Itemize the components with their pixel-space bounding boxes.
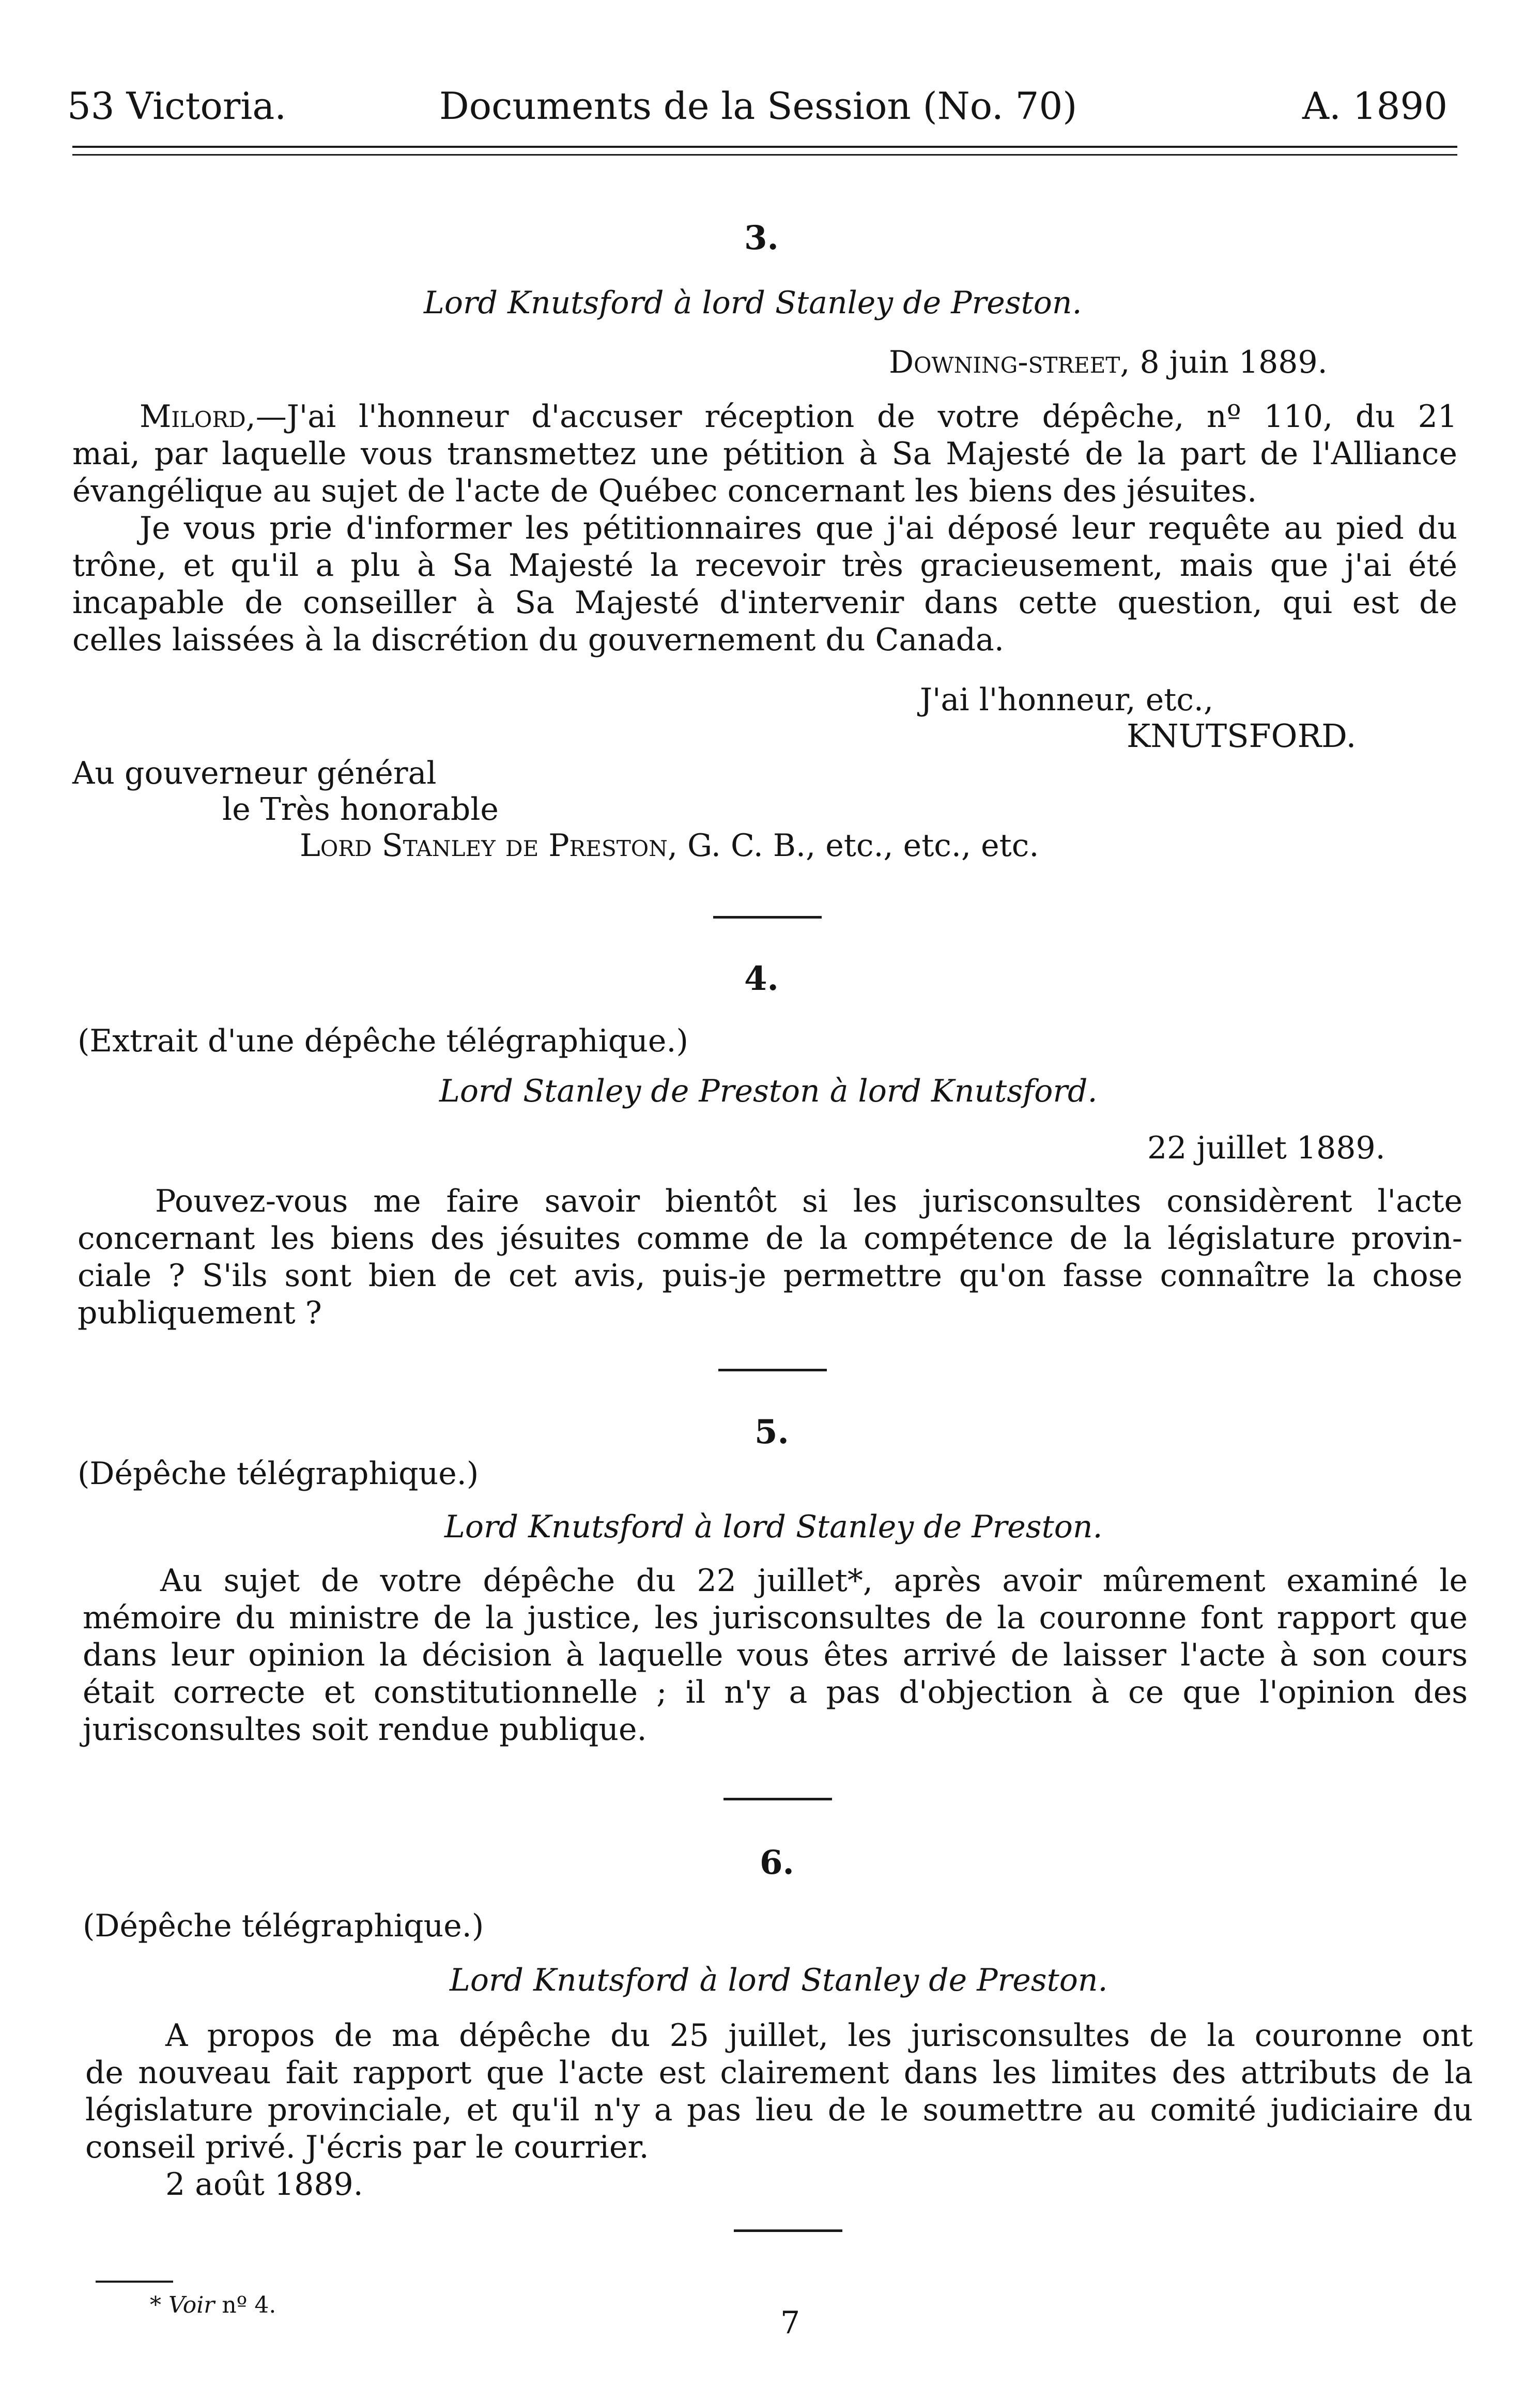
section-5-para-line5: jurisconsultes soit rendue publique. bbox=[83, 1711, 647, 1748]
section-4-date: 22 juillet 1889. bbox=[1147, 1130, 1385, 1166]
closing: J'ai l'honneur, etc., bbox=[920, 682, 1214, 718]
section-5-title: Lord Knutsford à lord Stanley de Preston. bbox=[444, 1509, 1103, 1545]
address-line-1: Au gouverneur général bbox=[72, 755, 437, 791]
address-line-2: le Très honorable bbox=[222, 791, 499, 828]
separator-rule bbox=[734, 2229, 842, 2232]
section-3-dateline bbox=[889, 344, 1328, 381]
addressee-name: Lord Stanley de Preston bbox=[300, 828, 668, 864]
section-number-6: 6. bbox=[760, 1843, 794, 1882]
section-3-para1-line3: évangélique au sujet de l'acte de Québec concernant les biens des jésuites. bbox=[72, 473, 1257, 509]
header-rule-top bbox=[72, 146, 1457, 148]
section-4-para-line4: publiquement ? bbox=[78, 1295, 322, 1331]
section-number-4: 4. bbox=[744, 959, 779, 998]
section-6-para-line2: de nouveau fait rapport que l'acte est clairement dans les limites des attributs de la bbox=[85, 2055, 1473, 2091]
running-head-center: Documents de la Session (No. 70) bbox=[439, 84, 1077, 128]
separator-rule bbox=[723, 1798, 832, 1800]
running-head-left: 53 Victoria. bbox=[67, 84, 287, 128]
section-6-para-line4: conseil privé. J'écris par le courrier. bbox=[85, 2129, 649, 2165]
section-6-para-line3: législature provinciale, et qu'il n'y a pas lieu de le soumettre au comité judiciaire du bbox=[85, 2092, 1473, 2128]
section-4-para-line1: Pouvez-vous me faire savoir bientôt si les jurisconsultes considèrent l'acte bbox=[155, 1183, 1462, 1219]
section-number-3: 3. bbox=[744, 219, 779, 257]
section-5-note: (Dépêche télégraphique.) bbox=[78, 1456, 479, 1492]
footnote-rule bbox=[96, 2281, 173, 2283]
footnote bbox=[150, 2291, 276, 2320]
address-line-3 bbox=[300, 827, 1039, 864]
section-6-note: (Dépêche télégraphique.) bbox=[83, 1908, 484, 1944]
signature: KNUTSFORD. bbox=[1127, 717, 1357, 755]
section-4-para-line3: ciale ? S'ils sont bien de cet avis, puis-je permettre qu'on fasse connaître la chose bbox=[78, 1258, 1462, 1294]
page-number: 7 bbox=[780, 2305, 800, 2341]
section-3-para1-line2: mai, par laquelle vous transmettez une pétition à Sa Majesté de la part de l'Alliance bbox=[72, 436, 1457, 472]
footnote-italic: Voir bbox=[168, 2292, 215, 2318]
para1-text: ,—J'ai l'honneur d'accuser réception de votre dépêche, nº 110, du 21 bbox=[245, 399, 1457, 435]
section-4-note: (Extrait d'une dépêche télégraphique.) bbox=[78, 1023, 688, 1059]
section-6-title: Lord Knutsford à lord Stanley de Preston. bbox=[450, 1962, 1108, 1998]
addressee-titles: , G. C. B., etc., etc., etc. bbox=[667, 828, 1039, 864]
section-5-para-line4: était correcte et constitutionnelle ; il n'y a pas d'objection à ce que l'opinion des bbox=[83, 1674, 1468, 1710]
section-3-para2-line2: trône, et qu'il a plu à Sa Majesté la recevoir très gracieusement, mais que j'ai été bbox=[72, 547, 1457, 584]
header-rule-bottom bbox=[72, 154, 1457, 156]
section-5-para-line2: mémoire du ministre de la justice, les jurisconsultes de la couronne font rapport que bbox=[83, 1600, 1468, 1636]
section-5-para-line3: dans leur opinion la décision à laquelle vous êtes arrivé de laisser l'acte à son cours bbox=[83, 1637, 1468, 1673]
footnote-mark: * bbox=[150, 2292, 161, 2318]
separator-rule bbox=[713, 916, 822, 919]
separator-rule bbox=[718, 1369, 827, 1371]
running-head-right: A. 1890 bbox=[1302, 84, 1448, 128]
section-4-para-line2: concernant les biens des jésuites comme de la compétence de la législature provin- bbox=[78, 1220, 1462, 1257]
footnote-text: nº 4. bbox=[214, 2292, 276, 2318]
section-number-5: 5. bbox=[754, 1413, 789, 1451]
section-4-title: Lord Stanley de Preston à lord Knutsford. bbox=[439, 1073, 1098, 1109]
section-3-para2-line4: celles laissées à la discrétion du gouvernement du Canada. bbox=[72, 622, 1004, 658]
salutation: Milord bbox=[140, 399, 246, 435]
section-3-para2-line3: incapable de conseiller à Sa Majesté d'intervenir dans cette question, qui est de bbox=[72, 585, 1457, 621]
section-5-para-line1: Au sujet de votre dépêche du 22 juillet*, après avoir mûrement examiné le bbox=[160, 1563, 1468, 1599]
section-3-para1-line1 bbox=[140, 398, 1457, 435]
section-6-date: 2 août 1889. bbox=[165, 2166, 363, 2203]
section-6-para-line1: A propos de ma dépêche du 25 juillet, les jurisconsultes de la couronne ont bbox=[165, 2017, 1473, 2054]
dateline-date: , 8 juin 1889. bbox=[1120, 344, 1328, 380]
section-3-title: Lord Knutsford à lord Stanley de Preston. bbox=[424, 285, 1082, 321]
dateline-place: Downing-street bbox=[889, 344, 1120, 380]
section-3-para2-line1: Je vous prie d'informer les pétitionnaires que j'ai déposé leur requête au pied du bbox=[140, 510, 1457, 546]
